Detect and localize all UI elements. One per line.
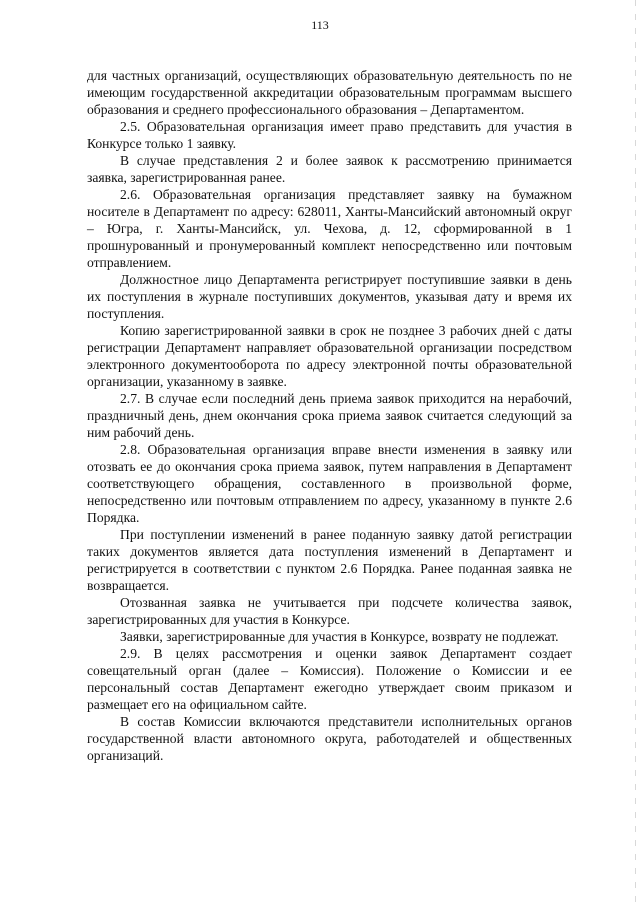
document-body: [87, 67, 572, 764]
paragraph-multiple-applications: В случае представления 2 и более заявок к рассмотрению принимается заявка, зарегистрированная ранее.: [87, 153, 572, 185]
paragraph-2-7: 2.7. В случае если последний день приема заявок приходится на нерабочий, праздничный день, днем окончания срока приема заявок считается следующий за ним рабочий день.: [87, 391, 572, 440]
paragraph-2-9: 2.9. В целях рассмотрения и оценки заявок Департамент создает совещательный орган (далее – Комиссия). Положение о Комиссии и ее персональный состав Департамент ежегодно утверждает своим приказом и размещает его на официальном сайте.: [87, 646, 572, 712]
paragraph-commission-members: В состав Комиссии включаются представители исполнительных органов государственной власти автономного округа, работодателей и общественных организаций.: [87, 714, 572, 763]
page-number: 113: [311, 18, 329, 32]
paragraph-copy-sent: Копию зарегистрированной заявки в срок не позднее 3 рабочих дней с даты регистрации Департамент направляет образовательной организации посредством электронного документооборота по адресу электронной почты образовательной организации, указанному в заявке.: [87, 323, 572, 389]
paragraph-2-8: 2.8. Образовательная организация вправе внести изменения в заявку или отозвать ее до окончания срока приема заявок, путем направления в Департамент соответствующего обращения, составленного в произвольной форме, непосредственно или почтовым отправлением по адресу, указанному в пункте 2.6 Порядка.: [87, 442, 572, 525]
paragraph-not-returned: Заявки, зарегистрированные для участия в Конкурсе, возврату не подлежат.: [120, 629, 559, 644]
paragraph-changes-received: При поступлении изменений в ранее поданную заявку датой регистрации таких документов является дата поступления изменений в Департамент и регистрируется в соответствии с пунктом 2.6 Порядка. Ранее поданная заявка не возвращается.: [87, 527, 572, 593]
paragraph-2-5: 2.5. Образовательная организация имеет право представить для участия в Конкурсе только 1 заявку.: [87, 119, 572, 151]
paragraph-withdrawn: Отозванная заявка не учитывается при подсчете количества заявок, зарегистрированных для участия в Конкурсе.: [87, 595, 572, 627]
paragraph-continuation: для частных организаций, осуществляющих образовательную деятельность по не имеющим государственной аккредитации образовательным программам высшего образования и среднего профессионального образования – Департаментом.: [87, 68, 572, 117]
paragraph-2-6: 2.6. Образовательная организация представляет заявку на бумажном носителе в Департамент по адресу: 628011, Ханты-Мансийский автономный округ – Югра, г. Ханты-Мансийск, ул. Чехова, д. 12, сформированной в 1 прошнурованный и пронумерованный комплект непосредственно или почтовым отправлением.: [87, 187, 572, 270]
paragraph-registration: Должностное лицо Департамента регистрирует поступившие заявки в день их поступления в журнале поступивших документов, указывая дату и время их поступления.: [87, 272, 572, 321]
scan-edge-line: [635, 0, 636, 905]
